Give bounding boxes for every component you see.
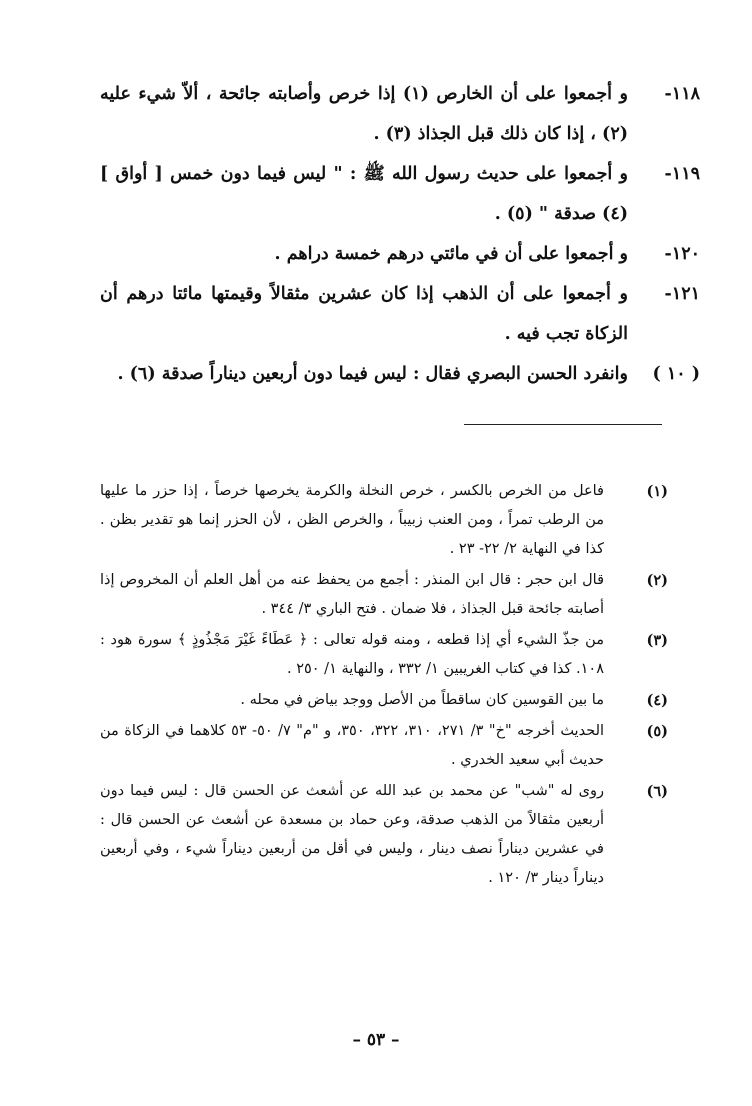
dissent-entry-10 (100, 354, 700, 394)
footnote-separator (464, 424, 662, 425)
consensus-entry-119 (100, 154, 700, 234)
footnote-text: الحديث أخرجه "خ" ٣/ ٢٧١، ٣١٠، ٣٢٢، ٣٥٠، و "م" ٧/ ٥٠- ٥٣ كلاهما في الزكاة من حديث أبي سعيد الخدري . (100, 723, 605, 768)
consensus-entry-120 (100, 234, 700, 274)
footnote-number: (٥) (646, 723, 668, 740)
page-number: – ٥٣ – (352, 1030, 400, 1050)
footnote-6 (100, 777, 668, 893)
footnote-number: (٤) (646, 692, 668, 709)
consensus-entry-118 (100, 74, 700, 154)
footnote-5 (100, 717, 668, 775)
entry-text: و أجمعوا على حديث رسول الله ﷺ : " ليس فيما دون خمس [ أواق ] (٤) صدقة " (٥) . (100, 164, 628, 224)
footnote-text: فاعل من الخرص بالكسر ، خرص النخلة والكرمة يخرصها خرصاً ، إذا حزر ما عليها من الرطب تمراً ، ومن العنب زبيباً ، والخرص الظن ، لأن الحزر إنما هو تقدير بظن . كذا في النهاية ٢/ ٢٢- ٢٣ . (100, 483, 604, 557)
footnote-2 (100, 566, 668, 624)
entry-text: وانفرد الحسن البصري فقال : ليس فيما دون أربعين ديناراً صدقة (٦) . (117, 364, 628, 384)
entry-number: ١٢٠- (664, 244, 700, 264)
footnote-1 (100, 477, 668, 564)
entry-text: و أجمعوا على أن الخارص (١) إذا خرص وأصابته جائحة ، ألاّ شيء عليه (٢) ، إذا كان ذلك قبل الجذاذ (٣) . (100, 84, 628, 144)
footnote-text: ما بين القوسين كان ساقطاً من الأصل ووجد بياض في محله . (240, 692, 604, 708)
entry-number: ( ١٠ ) (652, 364, 700, 384)
footnote-3 (100, 626, 668, 684)
entry-text: و أجمعوا على أن في مائتي درهم خمسة دراهم . (274, 244, 628, 264)
footnote-number: (١) (646, 483, 668, 500)
footnote-number: (٦) (646, 783, 668, 800)
footnote-number: (٢) (646, 572, 668, 589)
main-text (100, 74, 700, 394)
footnote-text: روى له "شب" عن محمد بن عبد الله عن أشعث عن الحسن قال : ليس فيما دون أربعين مثقالاً من الذهب صدقة، وعن حماد بن مسعدة عن أشعث عن الحسن قال : في عشرين ديناراً نصف دينار ، وليس في أقل من أربعين ديناراً شيء ، وفي أربعين ديناراً دينار ٣/ ١٢٠ . (100, 783, 604, 886)
footnote-text: من جذّ الشيء أي إذا قطعه ، ومنه قوله تعالى : ﴿ عَطَاءً غَيْرَ مَجْذُوذٍ ﴾ سورة هود : ١٠٨. كذا في كتاب الغريبين ١/ ٣٣٢ ، والنهاية ١/ ٢٥٠ . (100, 632, 604, 677)
footnote-text: قال ابن حجر : قال ابن المنذر : أجمع من يحفظ عنه من أهل العلم أن المخروص إذا أصابته جائحة قبل الجذاذ ، فلا ضمان . فتح الباري ٣/ ٣٤٤ . (100, 572, 604, 617)
entry-number: ١٢١- (664, 284, 700, 304)
entry-text: و أجمعوا على أن الذهب إذا كان عشرين مثقالاً وقيمتها مائتا درهم أن الزكاة تجب فيه . (100, 284, 628, 344)
footnote-number: (٣) (646, 632, 668, 649)
footnote-4 (100, 686, 668, 715)
consensus-entry-121 (100, 274, 700, 354)
entry-number: ١١٩- (664, 164, 700, 184)
entry-number: ١١٨- (664, 84, 700, 104)
footnotes (100, 477, 668, 895)
